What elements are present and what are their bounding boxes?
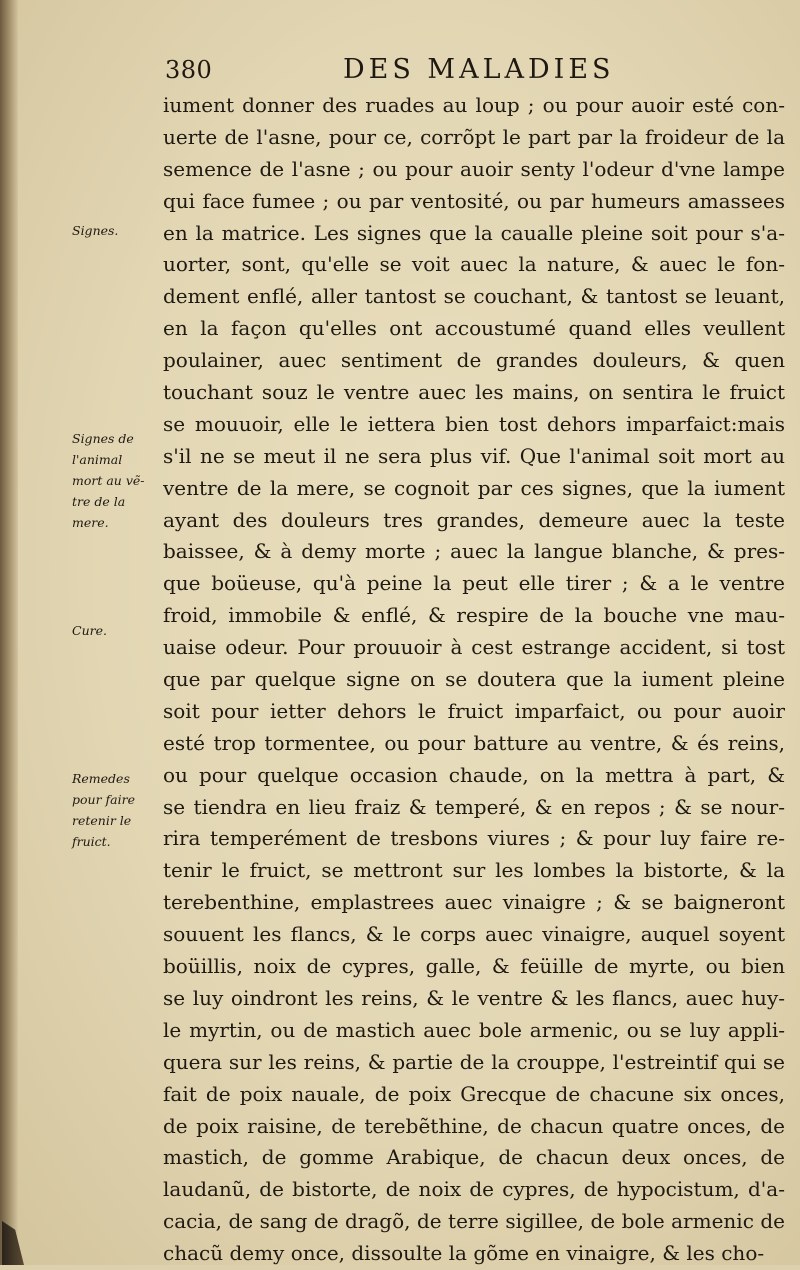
body-text <box>163 90 785 1270</box>
margin-note-signes <box>72 220 158 241</box>
margin-note-cure <box>72 620 158 641</box>
text-line: se tiendra en lieu fraiz & temperé, & en repos ; & se nour- <box>163 794 785 819</box>
text-line: esté trop tormentee, ou pour batture au ventre, & és reins, <box>163 730 785 755</box>
text-line: se mouuoir, elle le iettera bien tost dehors imparfaict:mais <box>163 411 785 436</box>
text-line: baissee, & à demy morte ; auec la langue blanche, & pres- <box>163 539 785 564</box>
text-line: chacũ demy once, dissoulte la gõme en vinaigre, & les cho- <box>163 1241 765 1266</box>
text-line: ou pour quelque occasion chaude, on la mettra à part, & <box>163 762 785 787</box>
text-line: de poix raisine, de terebẽthine, de chacun quatre onces, de <box>163 1113 785 1138</box>
text-line: s'il ne se meut il ne sera plus vif. Que l'animal soit mort au <box>163 443 785 468</box>
running-head: DES MALADIES <box>343 54 615 85</box>
text-line: quera sur les reins, & partie de la crouppe, l'estreintif qui se <box>163 1049 785 1074</box>
text-line: uaise odeur. Pour prouuoir à cest estrange accident, si tost <box>163 635 785 660</box>
text-line: touchant souz le ventre auec les mains, on sentira le fruict <box>163 380 785 405</box>
margin-note-line: mere. <box>72 515 109 530</box>
text-line: semence de l'asne ; ou pour auoir senty l'odeur d'vne lampe <box>163 156 785 181</box>
text-line: cacia, de sang de dragõ, de terre sigillee, de bole armenic de <box>163 1209 785 1234</box>
margin-note-line: Signes. <box>72 223 119 238</box>
margin-note-line: fruict. <box>72 834 111 849</box>
text-line: en la façon qu'elles ont accoustumé quand elles veullent <box>163 316 785 341</box>
text-line: souuent les flancs, & le corps auec vinaigre, auquel soyent <box>163 922 785 947</box>
page-header <box>165 50 775 90</box>
text-line: dement enflé, aller tantost se couchant, & tantost se leuant, <box>163 284 785 309</box>
text-line: tenir le fruict, se mettront sur les lombes la bistorte, & la <box>163 858 785 883</box>
margin-note-signes-animal-mort <box>72 428 158 533</box>
text-line: froid, immobile & enflé, & respire de la bouche vne mau- <box>163 603 785 628</box>
text-line: qui face fumee ; ou par ventosité, ou par humeurs amassees <box>163 188 785 213</box>
page-number: 380 <box>165 56 213 84</box>
text-line: terebenthine, emplastrees auec vinaigre ; & se baigneront <box>163 890 785 915</box>
margin-note-line: Signes de <box>72 431 134 446</box>
text-line: rira temperément de tresbons viures ; & pour luy faire re- <box>163 826 785 851</box>
text-line: ayant des douleurs tres grandes, demeure auec la teste <box>163 507 785 532</box>
margin-note-line: Remedes <box>72 771 130 786</box>
text-line: boüillis, noix de cypres, galle, & feüille de myrte, ou bien <box>163 954 785 979</box>
margin-note-line: tre de la <box>72 494 126 509</box>
margin-note-line: pour faire <box>72 792 135 807</box>
margin-note-line: Cure. <box>72 623 107 638</box>
text-line: en la matrice. Les signes que la caualle pleine soit pour s'a- <box>163 220 785 245</box>
margin-note-line: l'animal <box>72 452 123 467</box>
text-line: soit pour ietter dehors le fruict imparfaict, ou pour auoir <box>163 698 785 723</box>
margin-note-remedes <box>72 768 158 852</box>
text-line: se luy oindront les reins, & le ventre & les flancs, auec huy- <box>163 985 785 1010</box>
book-spine-shadow <box>0 0 18 1265</box>
text-line: poulainer, auec sentiment de grandes douleurs, & quen <box>163 348 785 373</box>
margin-note-line: mort au vẽ- <box>72 473 145 488</box>
text-line: uorter, sont, qu'elle se voit auec la nature, & auec le fon- <box>163 252 785 277</box>
text-line: fait de poix nauale, de poix Grecque de chacune six onces, <box>163 1081 785 1106</box>
text-line: ventre de la mere, se cognoit par ces signes, que la iument <box>163 475 785 500</box>
text-line: que boüeuse, qu'à peine la peut elle tirer ; & a le ventre <box>163 571 785 596</box>
text-line: uerte de l'asne, pour ce, corrõpt le part par la froideur de la <box>163 124 785 149</box>
text-line: le myrtin, ou de mastich auec bole armenic, ou se luy appli- <box>163 1017 785 1042</box>
text-line: que par quelque signe on se doutera que la iument pleine <box>163 667 785 692</box>
margin-note-line: retenir le <box>72 813 132 828</box>
text-line: iument donner des ruades au loup ; ou pour auoir esté con- <box>163 93 785 117</box>
text-line: mastich, de gomme Arabique, de chacun deux onces, de <box>163 1145 785 1170</box>
text-line: laudanũ, de bistorte, de noix de cypres, de hypocistum, d'a- <box>163 1177 785 1202</box>
